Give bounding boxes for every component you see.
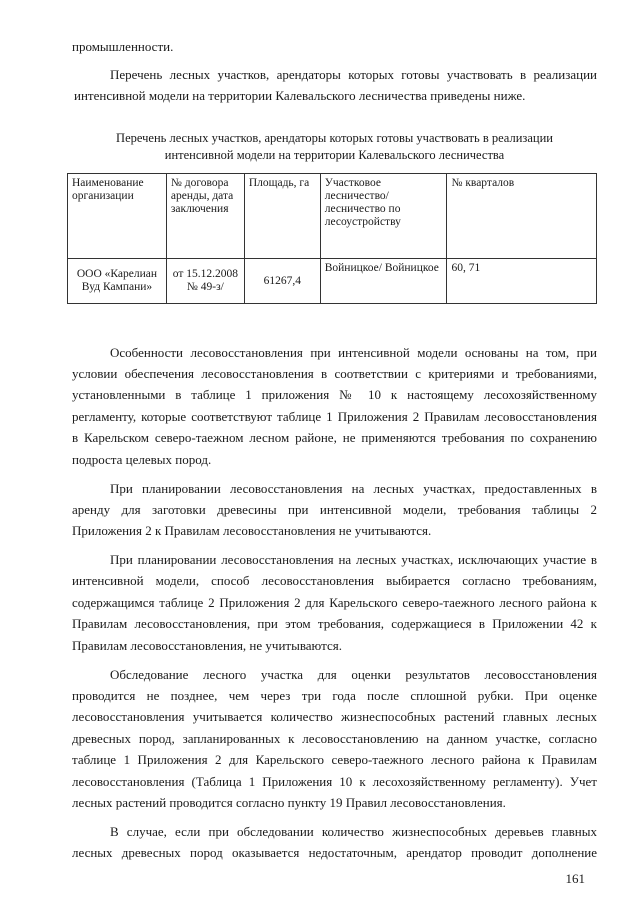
para4-line-3: лесовосстановления учитывается количество жизнеспособных растений главных лесных	[72, 709, 597, 724]
header-text: Участковое	[324, 177, 381, 189]
para5-line-1: В случае, если при обследовании количество жизнеспособных деревьев главных	[110, 824, 597, 839]
intro-line-1: Перечень лесных участков, арендаторы которых готовы участвовать в реализации	[110, 67, 597, 82]
para1-line-2: условии обеспечения лесовосстановления в соответствии с критериями и требованиями,	[72, 366, 597, 381]
para4-line-5: таблице 1 Приложения 2 для Карельского северо-таежного лесного района к Правилам	[72, 752, 597, 767]
header-text: Наименование	[72, 177, 144, 189]
cell-text: ООО «Карелиан	[76, 268, 158, 280]
header-forestry	[320, 174, 447, 259]
para4-line-4: древесных пород, запланированных к лесовосстановлению на данном участке, согласно	[72, 731, 597, 746]
cell-text: Вуд Кампани»	[81, 281, 153, 293]
header-text: № договора	[170, 177, 229, 189]
para2-line-1: При планировании лесовосстановления на лесных участках, предоставленных в	[110, 481, 597, 496]
header-area	[244, 174, 320, 259]
para3-line-4: Правилам лесовосстановления, при этом требования, содержащиеся в Приложении 42 к	[72, 616, 597, 631]
header-text: Площадь, га	[248, 177, 310, 189]
para1-line-5: в Карельском северо-таежном лесном районе, не применяются требования по сохранению	[72, 430, 597, 445]
page-number: 161	[565, 871, 585, 886]
table-header-row	[68, 174, 597, 259]
header-text: заключения	[170, 203, 229, 215]
para1-line-3: установленными в таблице 1 приложения № 10 к настоящему лесохозяйственному	[72, 387, 597, 402]
para2-line-3: Приложения 2 к Правилам лесовосстановления не учитываются.	[72, 523, 432, 538]
para4-line-6: лесовосстановления (Таблица 1 Приложения 10 к лесохозяйственному регламенту). Учет	[72, 774, 597, 789]
header-organization	[68, 174, 167, 259]
cell-organization	[68, 259, 167, 304]
header-text: лесничество/	[324, 190, 389, 202]
cell-area: 61267,4	[244, 259, 320, 304]
para4-line-7: лесных растений проводится согласно пункту 19 Правил лесовосстановления.	[72, 795, 506, 810]
para1-line-1: Особенности лесовосстановления при интенсивной модели основаны на том, при	[110, 345, 597, 360]
intro-line-0: промышленности.	[72, 39, 174, 54]
cell-contract	[166, 259, 244, 304]
header-text: аренды, дата	[170, 190, 234, 202]
leased-plots-table	[67, 173, 597, 304]
table-title-line-1: Перечень лесных участков, арендаторы которых готовы участвовать в реализации	[116, 131, 553, 145]
cell-text: от 15.12.2008	[172, 268, 238, 280]
cell-text: № 49-з/	[186, 281, 224, 293]
para2-line-2: аренду для заготовки древесины при интенсивной модели, требования таблицы 2	[72, 502, 597, 517]
header-text: № кварталов	[451, 177, 515, 189]
header-text: лесничество по	[324, 203, 401, 215]
para1-line-4: регламенту, которые соответствуют таблице 1 Приложения 2 Правилам лесовосстановления	[72, 409, 597, 424]
header-contract	[166, 174, 244, 259]
header-quarters	[447, 174, 597, 259]
table-row	[68, 259, 597, 304]
header-text: организации	[72, 190, 134, 202]
para5-line-2: лесных древесных пород оказывается недостаточным, арендатор проводит дополнение	[72, 845, 597, 860]
para1-line-6: подроста целевых пород.	[72, 452, 212, 467]
table-title-line-2: интенсивной модели на территории Калевальского лесничества	[164, 148, 505, 162]
para4-line-1: Обследование лесного участка для оценки результатов лесовосстановления	[110, 667, 597, 682]
para4-line-2: проводится не позднее, чем через три года после сплошной рубки. При оценке	[72, 688, 597, 703]
para3-line-1: При планировании лесовосстановления на лесных участках, исключающих участие в	[110, 552, 597, 567]
para3-line-5: Правилам лесовосстановления, не учитываются.	[72, 638, 342, 653]
header-text: лесоустройству	[324, 216, 401, 228]
intro-line-2: интенсивной модели на территории Калевальского лесничества приведены ниже.	[74, 88, 526, 103]
para3-line-3: содержащимся таблице 2 Приложения 2 для Карельского северо-таежного лесного района к	[72, 595, 597, 610]
para3-line-2: интенсивной модели, способ лесовосстановления выбирается согласно требованиям,	[72, 573, 597, 588]
cell-forestry: Войницкое/ Войницкое	[320, 259, 447, 304]
cell-quarters: 60, 71	[447, 259, 597, 304]
